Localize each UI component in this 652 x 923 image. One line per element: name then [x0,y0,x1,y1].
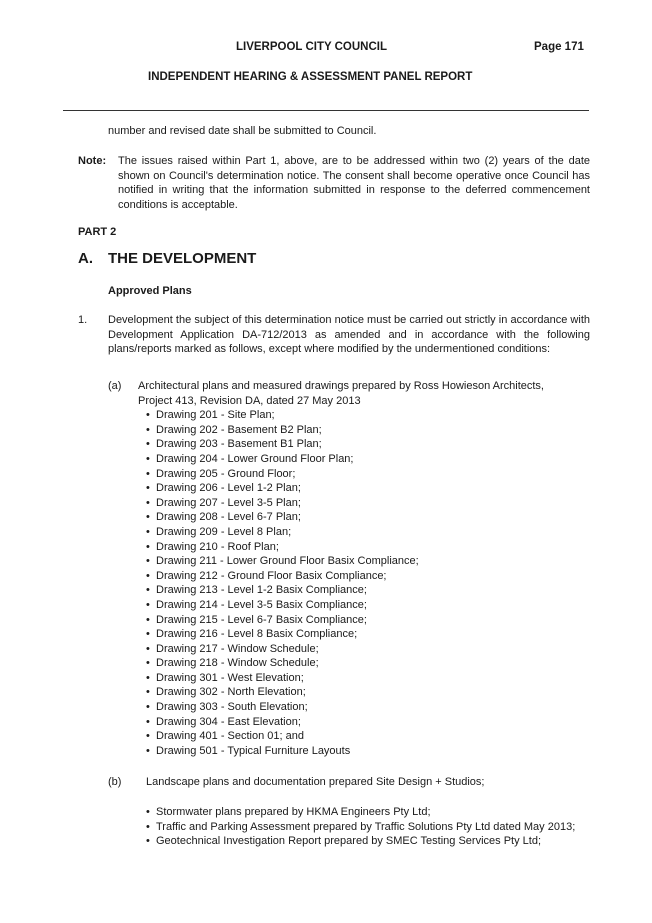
section-letter: A. [78,250,93,267]
note-text: The issues raised within Part 1, above, are to be addressed within two (2) years of the date shown on Council's determination notice. The consent shall become operative once Council has notified in writing that the information submitted in response to the deferred commencement conditions is acceptable. [118,155,590,211]
list-item: • Drawing 201 - Site Plan; [146,408,419,423]
item-a-line1: Architectural plans and measured drawings prepared by Ross Howieson Architects, [138,380,544,392]
condition-text: Development the subject of this determination notice must be carried out strictly in accordance with Development Application DA-712/2013 as amended and in accordance with the following plans/reports marked as follows, except where modified by the undermentioned conditions: [108,314,590,356]
list-item: • Geotechnical Investigation Report prepared by SMEC Testing Services Pty Ltd; [146,834,590,849]
condition-number: 1. [78,314,88,326]
list-item: • Drawing 208 - Level 6-7 Plan; [146,510,419,525]
list-item: • Drawing 212 - Ground Floor Basix Compliance; [146,569,419,584]
part-label: PART 2 [78,226,117,238]
list-item: • Drawing 203 - Basement B1 Plan; [146,437,419,452]
list-item: • Drawing 218 - Window Schedule; [146,656,419,671]
header-divider [63,110,589,111]
list-item: • Drawing 210 - Roof Plan; [146,540,419,555]
subheading-approved-plans: Approved Plans [108,285,192,297]
list-item: • Drawing 401 - Section 01; and [146,729,419,744]
continuation-text: number and revised date shall be submitted to Council. [108,125,377,137]
report-title: INDEPENDENT HEARING & ASSESSMENT PANEL REPORT [148,71,473,83]
list-item: • Drawing 304 - East Elevation; [146,715,419,730]
list-item: • Drawing 217 - Window Schedule; [146,642,419,657]
list-item: • Drawing 205 - Ground Floor; [146,467,419,482]
list-item: • Drawing 303 - South Elevation; [146,700,419,715]
list-item: • Drawing 204 - Lower Ground Floor Plan; [146,452,419,467]
list-item: • Drawing 214 - Level 3-5 Basix Compliance; [146,598,419,613]
item-b-text: Landscape plans and documentation prepared Site Design + Studios; [146,776,485,788]
item-a-line2: Project 413, Revision DA, dated 27 May 2013 [138,394,361,407]
item-b-label: (b) [108,776,122,788]
list-item: • Drawing 206 - Level 1-2 Plan; [146,481,419,496]
report-list [146,805,590,849]
list-item: • Drawing 202 - Basement B2 Plan; [146,423,419,438]
list-item: • Drawing 215 - Level 6-7 Basix Compliance; [146,613,419,628]
drawing-list [146,408,419,758]
list-item: • Drawing 216 - Level 8 Basix Compliance; [146,627,419,642]
item-a-label: (a) [108,380,122,392]
list-item: • Drawing 213 - Level 1-2 Basix Compliance; [146,583,419,598]
list-item: • Drawing 301 - West Elevation; [146,671,419,686]
list-item: • Drawing 209 - Level 8 Plan; [146,525,419,540]
page-number: Page 171 [534,41,584,53]
list-item: • Drawing 207 - Level 3-5 Plan; [146,496,419,511]
list-item: • Drawing 211 - Lower Ground Floor Basix Compliance; [146,554,419,569]
note-label: Note: [78,155,107,167]
section-title: THE DEVELOPMENT [108,250,257,267]
list-item: • Drawing 302 - North Elevation; [146,685,419,700]
list-item: • Drawing 501 - Typical Furniture Layouts [146,744,419,759]
council-name: LIVERPOOL CITY COUNCIL [236,41,388,53]
list-item: • Stormwater plans prepared by HKMA Engineers Pty Ltd; [146,805,590,820]
list-item: • Traffic and Parking Assessment prepared by Traffic Solutions Pty Ltd dated May 2013; [146,820,590,835]
